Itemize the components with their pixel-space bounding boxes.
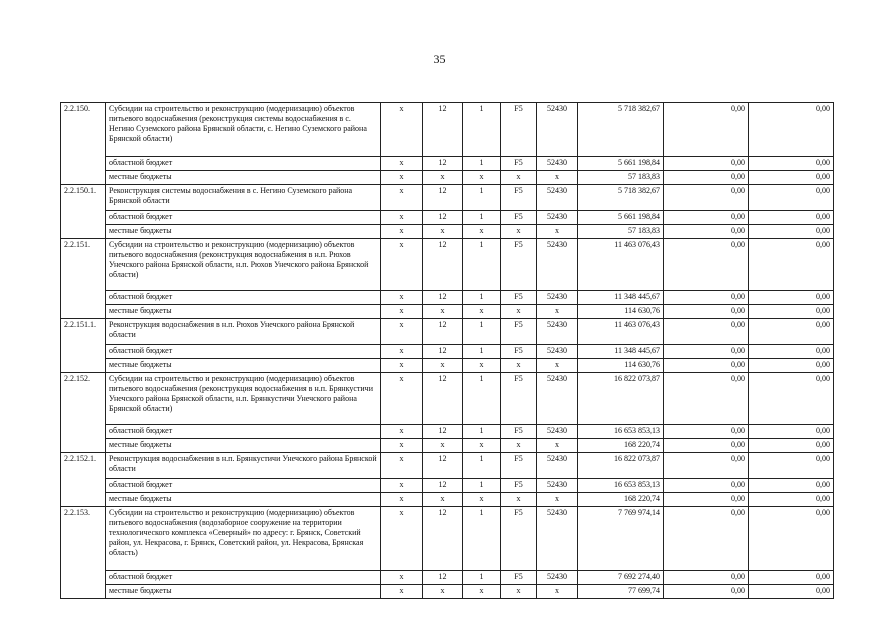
- row-c5: 52430: [537, 103, 578, 157]
- subrow-c1: x: [381, 157, 423, 171]
- row-c4: F5: [501, 453, 537, 479]
- subrow-c3: 1: [463, 211, 501, 225]
- row-c5: 52430: [537, 453, 578, 479]
- subrow-c2: x: [423, 305, 463, 319]
- subrow-name: местные бюджеты: [106, 225, 381, 239]
- subrow-c4: F5: [501, 479, 537, 493]
- subrow-c1: x: [381, 493, 423, 507]
- row-value-3: 0,00: [749, 507, 834, 571]
- subrow-c4: x: [501, 359, 537, 373]
- row-value-3: 0,00: [749, 319, 834, 345]
- subrow-c3: x: [463, 171, 501, 185]
- subrow-total: 7 692 274,40: [578, 571, 664, 585]
- subrow-value-2: 0,00: [664, 211, 749, 225]
- subrow-c2: x: [423, 225, 463, 239]
- subrow-c1: x: [381, 211, 423, 225]
- subrow-value-2: 0,00: [664, 479, 749, 493]
- table-row: [61, 373, 834, 425]
- budget-table: [60, 102, 834, 599]
- subrow-name: местные бюджеты: [106, 305, 381, 319]
- subrow-total: 11 348 445,67: [578, 291, 664, 305]
- subrow-c3: x: [463, 585, 501, 599]
- table-row: [61, 103, 834, 157]
- subrow-total: 77 699,74: [578, 585, 664, 599]
- subrow-c3: 1: [463, 157, 501, 171]
- subrow-c3: 1: [463, 479, 501, 493]
- subrow-value-2: 0,00: [664, 157, 749, 171]
- subrow-c5: 52430: [537, 571, 578, 585]
- subrow-c1: x: [381, 345, 423, 359]
- subrow-c1: x: [381, 585, 423, 599]
- row-name: Реконструкция водоснабжения в н.п. Брянкустичи Унечского района Брянской области: [106, 453, 381, 479]
- subrow-c2: x: [423, 439, 463, 453]
- subrow-c1: x: [381, 305, 423, 319]
- table-row: [61, 319, 834, 345]
- subrow-c2: 12: [423, 157, 463, 171]
- subrow-c1: x: [381, 171, 423, 185]
- row-c5: 52430: [537, 507, 578, 571]
- row-c3: 1: [463, 507, 501, 571]
- row-c4: F5: [501, 373, 537, 425]
- subrow-total: 5 661 198,84: [578, 211, 664, 225]
- subrow-c3: x: [463, 439, 501, 453]
- subrow-c1: x: [381, 291, 423, 305]
- row-c5: 52430: [537, 185, 578, 211]
- table-subrow: [61, 425, 834, 439]
- subrow-value-2: 0,00: [664, 493, 749, 507]
- subrow-total: 114 630,76: [578, 359, 664, 373]
- subrow-name: областной бюджет: [106, 157, 381, 171]
- row-c2: 12: [423, 185, 463, 211]
- subrow-name: областной бюджет: [106, 479, 381, 493]
- subrow-c4: F5: [501, 345, 537, 359]
- row-value-2: 0,00: [664, 103, 749, 157]
- subrow-c2: 12: [423, 479, 463, 493]
- row-name: Субсидии на строительство и реконструкцию (модернизацию) объектов питьевого водоснабжения (водозаборное сооружение на территории технологического комплекса «Северный» по адресу: г. Брянск, Советский район, ул. Некрасова, г. Брянск, Советский район, ул. Некрасова, Брянская область): [106, 507, 381, 571]
- row-c2: 12: [423, 453, 463, 479]
- row-value-3: 0,00: [749, 453, 834, 479]
- subrow-value-3: 0,00: [749, 359, 834, 373]
- subrow-value-3: 0,00: [749, 571, 834, 585]
- subrow-value-3: 0,00: [749, 345, 834, 359]
- row-c1: x: [381, 103, 423, 157]
- table-subrow: [61, 439, 834, 453]
- row-code: 2.2.150.: [61, 103, 106, 185]
- row-c3: 1: [463, 239, 501, 291]
- row-c5: 52430: [537, 319, 578, 345]
- row-c1: x: [381, 185, 423, 211]
- subrow-name: областной бюджет: [106, 571, 381, 585]
- subrow-value-3: 0,00: [749, 291, 834, 305]
- row-c4: F5: [501, 103, 537, 157]
- subrow-value-2: 0,00: [664, 171, 749, 185]
- subrow-c3: x: [463, 225, 501, 239]
- subrow-c5: 52430: [537, 425, 578, 439]
- subrow-value-2: 0,00: [664, 425, 749, 439]
- subrow-c5: 52430: [537, 157, 578, 171]
- subrow-c5: x: [537, 305, 578, 319]
- subrow-c5: 52430: [537, 291, 578, 305]
- subrow-value-3: 0,00: [749, 157, 834, 171]
- row-code: 2.2.151.1.: [61, 319, 106, 373]
- row-name: Субсидии на строительство и реконструкцию (модернизацию) объектов питьевого водоснабжения (реконструкция водоснабжения в н.п. Брянкустичи Унечского района Брянской области, н.п. Брянкустичи Унечского района Брянской области): [106, 373, 381, 425]
- subrow-name: местные бюджеты: [106, 171, 381, 185]
- subrow-total: 57 183,83: [578, 171, 664, 185]
- subrow-c1: x: [381, 571, 423, 585]
- table-subrow: [61, 585, 834, 599]
- row-c2: 12: [423, 373, 463, 425]
- row-c3: 1: [463, 319, 501, 345]
- subrow-value-2: 0,00: [664, 345, 749, 359]
- subrow-c5: 52430: [537, 211, 578, 225]
- subrow-c2: 12: [423, 211, 463, 225]
- row-name: Субсидии на строительство и реконструкцию (модернизацию) объектов питьевого водоснабжения (реконструкция водоснабжения в н.п. Рюхов Унечского района Брянской области, н.п. Рюхов Унечского района Брянской области): [106, 239, 381, 291]
- subrow-value-3: 0,00: [749, 493, 834, 507]
- subrow-total: 11 348 445,67: [578, 345, 664, 359]
- subrow-value-3: 0,00: [749, 479, 834, 493]
- subrow-name: местные бюджеты: [106, 585, 381, 599]
- subrow-value-3: 0,00: [749, 305, 834, 319]
- subrow-value-3: 0,00: [749, 211, 834, 225]
- row-c4: F5: [501, 239, 537, 291]
- subrow-c4: F5: [501, 157, 537, 171]
- subrow-c5: x: [537, 585, 578, 599]
- table-subrow: [61, 171, 834, 185]
- subrow-c3: x: [463, 359, 501, 373]
- subrow-value-3: 0,00: [749, 585, 834, 599]
- table-row: [61, 185, 834, 211]
- budget-table-body: [61, 103, 834, 599]
- table-row: [61, 239, 834, 291]
- row-total: 5 718 382,67: [578, 103, 664, 157]
- subrow-c5: x: [537, 359, 578, 373]
- subrow-value-3: 0,00: [749, 171, 834, 185]
- subrow-value-2: 0,00: [664, 225, 749, 239]
- row-c1: x: [381, 239, 423, 291]
- subrow-name: областной бюджет: [106, 425, 381, 439]
- subrow-c4: x: [501, 171, 537, 185]
- subrow-c4: x: [501, 439, 537, 453]
- table-subrow: [61, 225, 834, 239]
- subrow-name: местные бюджеты: [106, 439, 381, 453]
- subrow-c1: x: [381, 359, 423, 373]
- row-value-3: 0,00: [749, 185, 834, 211]
- row-name: Субсидии на строительство и реконструкцию (модернизацию) объектов питьевого водоснабжения (реконструкция системы водоснабжения в с. Негино Суземского района Брянской области, с. Негино Суземского района Брянской области): [106, 103, 381, 157]
- subrow-value-2: 0,00: [664, 585, 749, 599]
- row-c1: x: [381, 507, 423, 571]
- subrow-value-3: 0,00: [749, 439, 834, 453]
- subrow-c4: F5: [501, 211, 537, 225]
- subrow-c5: x: [537, 171, 578, 185]
- subrow-name: областной бюджет: [106, 211, 381, 225]
- table-subrow: [61, 211, 834, 225]
- subrow-value-3: 0,00: [749, 225, 834, 239]
- subrow-total: 16 653 853,13: [578, 425, 664, 439]
- table-subrow: [61, 157, 834, 171]
- subrow-c2: x: [423, 585, 463, 599]
- table-subrow: [61, 479, 834, 493]
- subrow-name: областной бюджет: [106, 291, 381, 305]
- row-c1: x: [381, 319, 423, 345]
- row-code: 2.2.151.: [61, 239, 106, 319]
- row-value-2: 0,00: [664, 373, 749, 425]
- table-subrow: [61, 291, 834, 305]
- subrow-c2: 12: [423, 345, 463, 359]
- subrow-total: 168 220,74: [578, 493, 664, 507]
- subrow-c2: x: [423, 171, 463, 185]
- row-value-3: 0,00: [749, 373, 834, 425]
- row-name: Реконструкция системы водоснабжения в с. Негино Суземского района Брянской области: [106, 185, 381, 211]
- row-code: 2.2.153.: [61, 507, 106, 599]
- subrow-c2: x: [423, 493, 463, 507]
- table-subrow: [61, 359, 834, 373]
- subrow-total: 168 220,74: [578, 439, 664, 453]
- row-total: 16 822 073,87: [578, 373, 664, 425]
- subrow-value-3: 0,00: [749, 425, 834, 439]
- table-subrow: [61, 571, 834, 585]
- row-c3: 1: [463, 373, 501, 425]
- row-value-3: 0,00: [749, 239, 834, 291]
- row-total: 16 822 073,87: [578, 453, 664, 479]
- subrow-value-2: 0,00: [664, 305, 749, 319]
- subrow-c2: 12: [423, 425, 463, 439]
- subrow-c1: x: [381, 225, 423, 239]
- row-value-3: 0,00: [749, 103, 834, 157]
- row-c5: 52430: [537, 373, 578, 425]
- subrow-value-2: 0,00: [664, 571, 749, 585]
- subrow-c2: 12: [423, 571, 463, 585]
- subrow-c3: 1: [463, 345, 501, 359]
- row-name: Реконструкция водоснабжения в н.п. Рюхов Унечского района Брянской области: [106, 319, 381, 345]
- subrow-c4: F5: [501, 571, 537, 585]
- row-value-2: 0,00: [664, 239, 749, 291]
- subrow-name: местные бюджеты: [106, 359, 381, 373]
- row-c2: 12: [423, 507, 463, 571]
- row-value-2: 0,00: [664, 453, 749, 479]
- row-c3: 1: [463, 453, 501, 479]
- subrow-c5: 52430: [537, 479, 578, 493]
- row-c3: 1: [463, 185, 501, 211]
- subrow-value-2: 0,00: [664, 359, 749, 373]
- subrow-name: областной бюджет: [106, 345, 381, 359]
- row-total: 11 463 076,43: [578, 319, 664, 345]
- subrow-total: 57 183,83: [578, 225, 664, 239]
- row-total: 7 769 974,14: [578, 507, 664, 571]
- row-value-2: 0,00: [664, 185, 749, 211]
- table-subrow: [61, 305, 834, 319]
- row-code: 2.2.152.1.: [61, 453, 106, 507]
- subrow-c2: x: [423, 359, 463, 373]
- subrow-value-2: 0,00: [664, 439, 749, 453]
- row-c2: 12: [423, 239, 463, 291]
- subrow-c1: x: [381, 425, 423, 439]
- row-c3: 1: [463, 103, 501, 157]
- table-subrow: [61, 345, 834, 359]
- subrow-c3: 1: [463, 571, 501, 585]
- subrow-c3: x: [463, 493, 501, 507]
- subrow-total: 5 661 198,84: [578, 157, 664, 171]
- subrow-c3: x: [463, 305, 501, 319]
- subrow-c5: x: [537, 439, 578, 453]
- table-row: [61, 507, 834, 571]
- subrow-c4: F5: [501, 291, 537, 305]
- subrow-c4: x: [501, 225, 537, 239]
- subrow-c4: x: [501, 305, 537, 319]
- row-c2: 12: [423, 103, 463, 157]
- row-value-2: 0,00: [664, 319, 749, 345]
- row-value-2: 0,00: [664, 507, 749, 571]
- subrow-c3: 1: [463, 291, 501, 305]
- subrow-c1: x: [381, 439, 423, 453]
- row-c4: F5: [501, 185, 537, 211]
- row-code: 2.2.150.1.: [61, 185, 106, 239]
- subrow-c4: F5: [501, 425, 537, 439]
- row-c5: 52430: [537, 239, 578, 291]
- subrow-total: 16 653 853,13: [578, 479, 664, 493]
- subrow-c5: x: [537, 493, 578, 507]
- row-c1: x: [381, 453, 423, 479]
- subrow-total: 114 630,76: [578, 305, 664, 319]
- subrow-c2: 12: [423, 291, 463, 305]
- row-c1: x: [381, 373, 423, 425]
- subrow-c1: x: [381, 479, 423, 493]
- table-subrow: [61, 493, 834, 507]
- row-total: 5 718 382,67: [578, 185, 664, 211]
- subrow-value-2: 0,00: [664, 291, 749, 305]
- row-c4: F5: [501, 507, 537, 571]
- subrow-c3: 1: [463, 425, 501, 439]
- subrow-c5: 52430: [537, 345, 578, 359]
- subrow-c4: x: [501, 585, 537, 599]
- row-c4: F5: [501, 319, 537, 345]
- table-row: [61, 453, 834, 479]
- row-code: 2.2.152.: [61, 373, 106, 453]
- row-c2: 12: [423, 319, 463, 345]
- subrow-c4: x: [501, 493, 537, 507]
- row-total: 11 463 076,43: [578, 239, 664, 291]
- page-number: 35: [433, 52, 446, 66]
- subrow-c5: x: [537, 225, 578, 239]
- subrow-name: местные бюджеты: [106, 493, 381, 507]
